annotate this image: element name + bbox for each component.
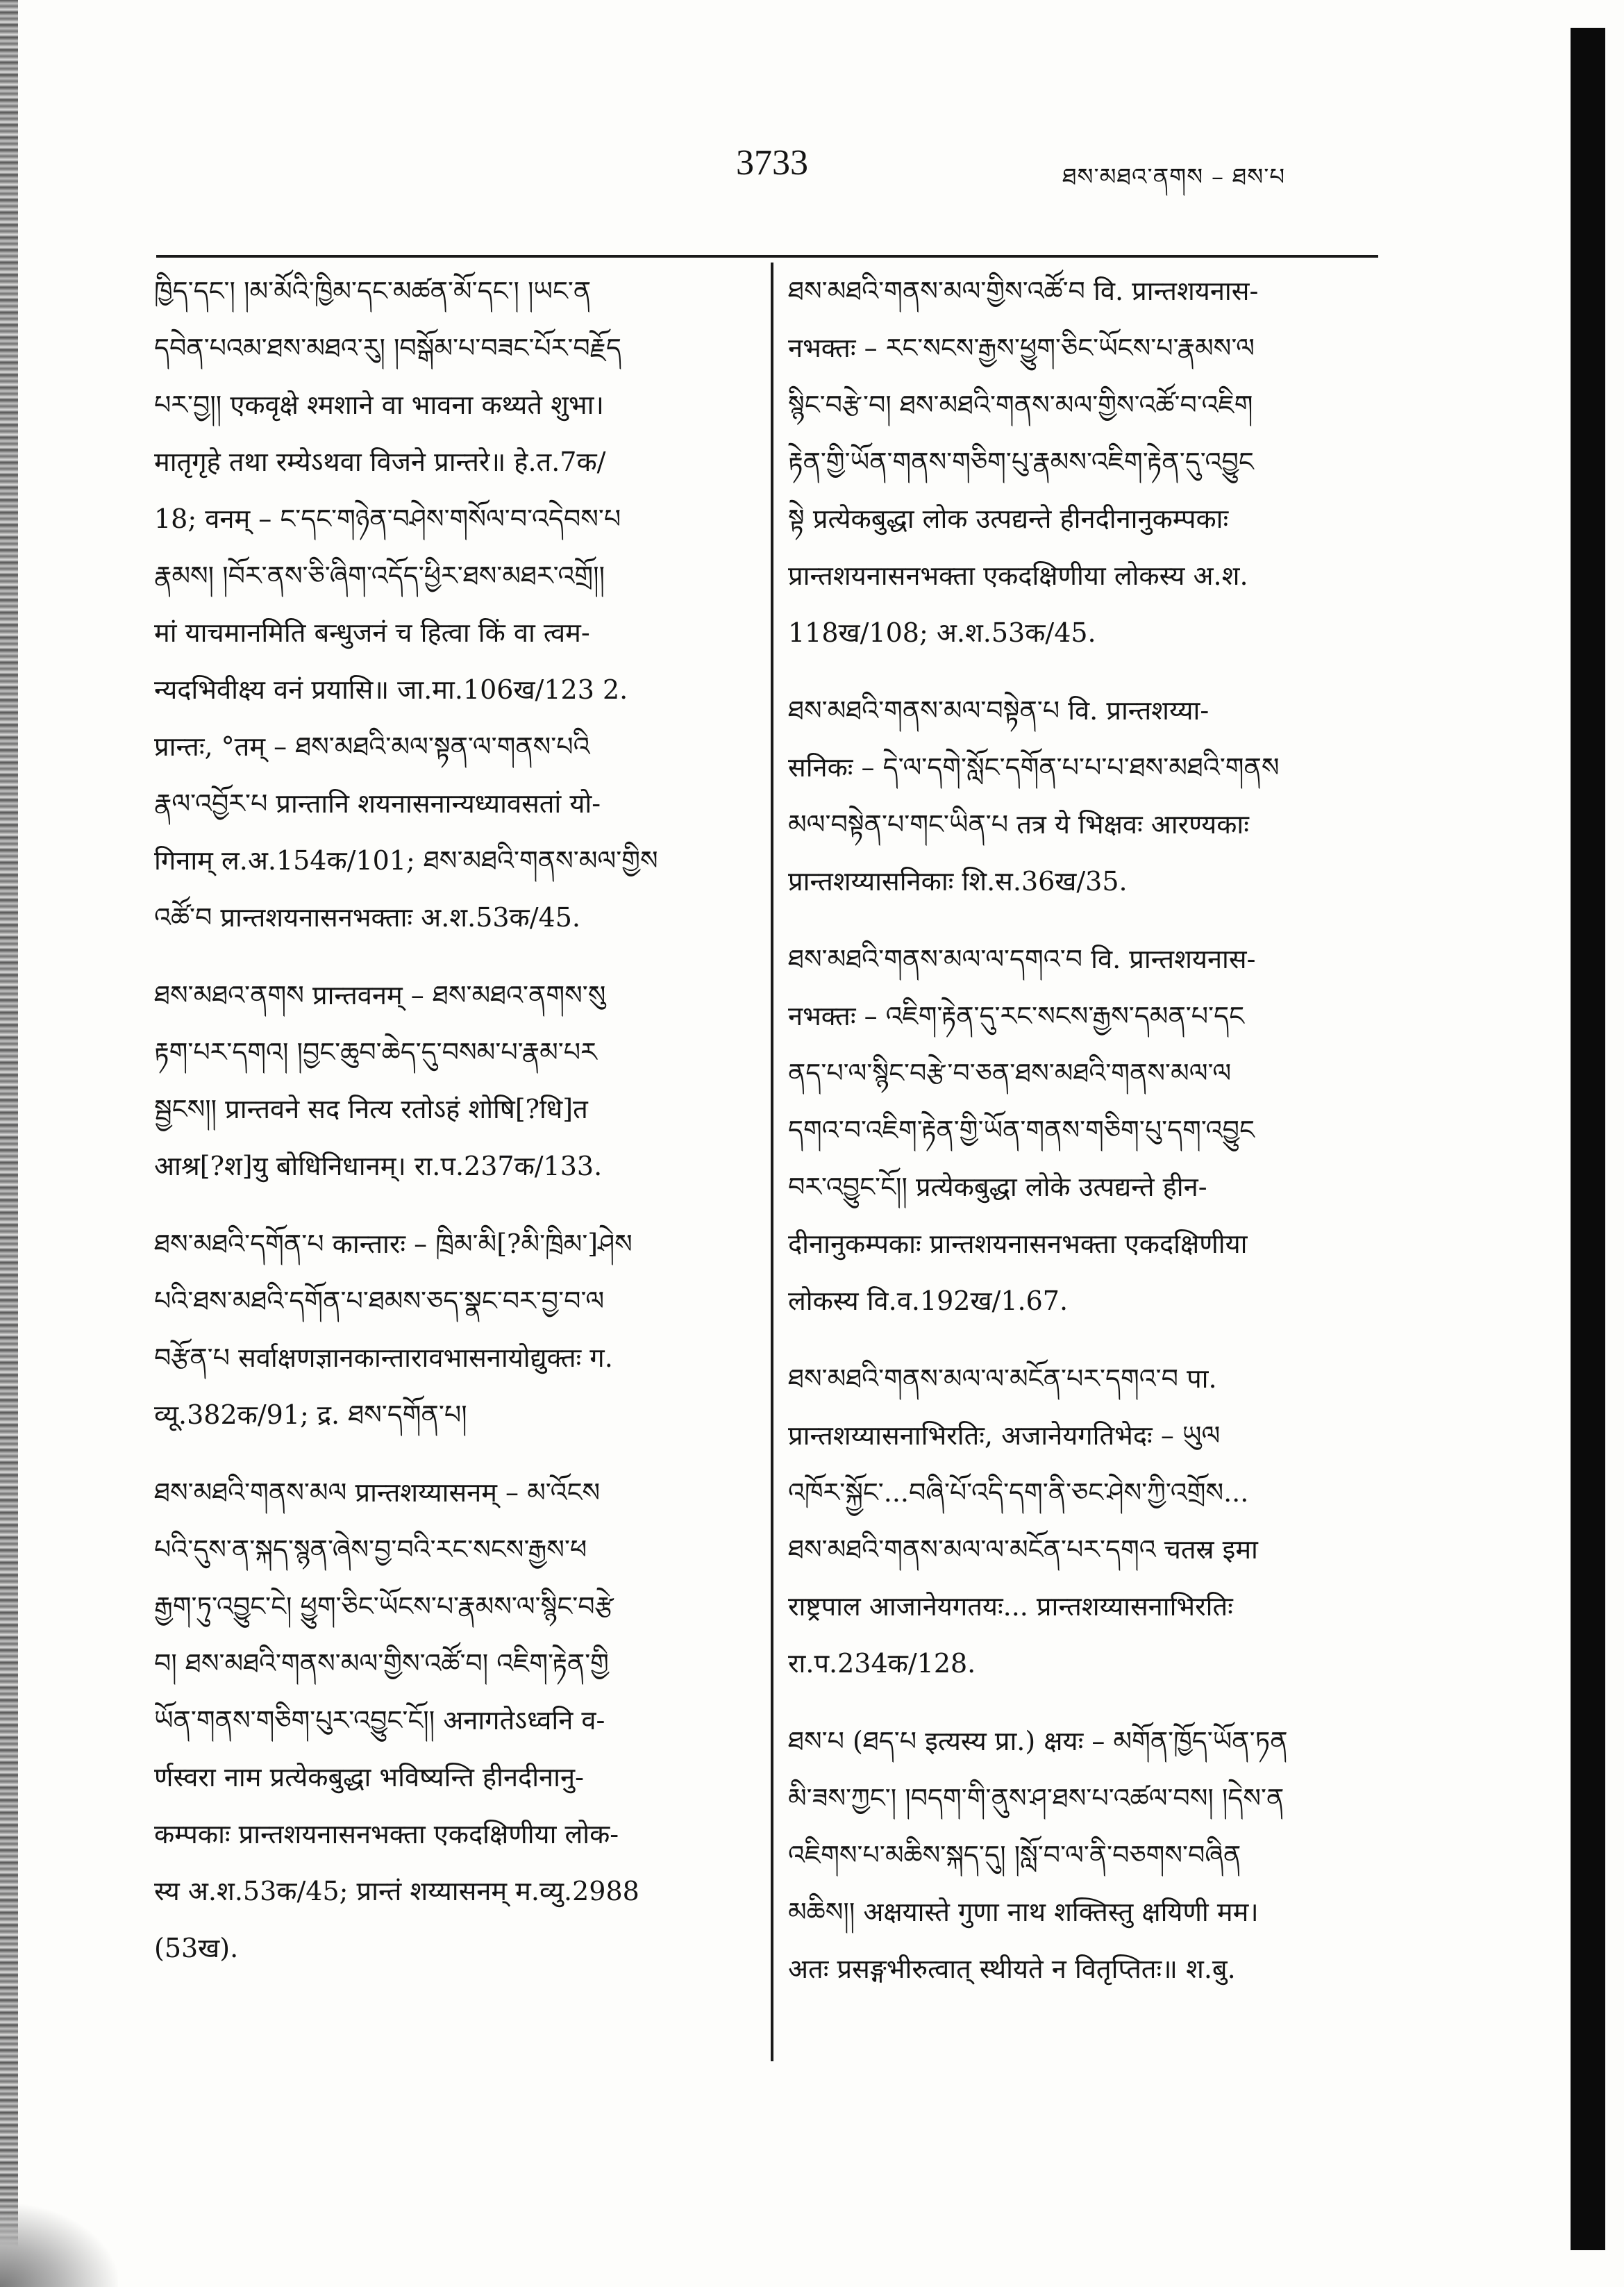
text-line: རྣམས། །བོར་ནས་ཅི་ཞིག་འདོད་ཕྱིར་ཐས་མཐར་འགྲོ།། (154, 560, 605, 591)
text-line: རྒྱག་ཏུ་འབྱུང་ངེ། ཕྱུག་ཅིང་ཡོངས་པ་རྣམས་ལ་སྙིང་བརྩེ (154, 1591, 614, 1622)
text-line: འཚོ་བ प्रान्तशयनासनभक्ताः अ.श.53क/45. (154, 902, 580, 933)
text-line: मां याचमानमिति बन्धुजनं च हित्वा किं वा त्वम- (154, 617, 590, 648)
text-line: ཐས་མཐའི་གནས་མལ་གྱིས་འཚོ་བ वि. प्रान्तशयनास- (788, 276, 1259, 306)
text-line: རྟེན་གྱི་ཡོན་གནས་གཅིག་པུ་རྣམས་འཇིག་རྟེན་དུ་འབྱུང (788, 447, 1254, 477)
text-line: པའི་ཐས་མཐའི་དགོན་པ་ཐམས་ཅད་སྣང་བར་བྱ་བ་ལ (154, 1286, 605, 1316)
text-line: सनिकः – དེ་ལ་དགེ་སློང་དགོན་པ་པ་པ་ཐས་མཐའི་གནས (788, 752, 1280, 783)
text-line: 18; वनम् – ང་དང་གཉེན་བཤེས་གསོལ་བ་འདེབས་པ (154, 504, 621, 534)
scan-edge-left (0, 0, 18, 2287)
text-line: ཐས་མཐའི་གནས་མལ་ལ་དགའ་བ वि. प्रान्तशयनास- (788, 944, 1256, 974)
text-line: ཐས་མཐའི་གནས་མལ་ལ་མངོན་པར་དགའ चतस्र इमा (788, 1534, 1258, 1565)
right-column (788, 263, 1389, 1997)
entry-dgon (154, 1215, 734, 1443)
text-line: མཆིས།། अक्षयास्ते गुणा नाथ शक्तिस्तु क्षयिणी मम। (788, 1897, 1259, 1927)
entry-bsten (788, 682, 1389, 910)
text-line: न्यदभिवीक्ष्य वनं प्रयासि॥ जा.मा.106ख/123 2. (154, 674, 628, 705)
entry-continuation (154, 263, 734, 946)
text-line: रा.प.234क/128. (788, 1648, 976, 1679)
text-line: लोकस्य वि.व.192ख/1.67. (788, 1286, 1069, 1316)
entry-thas (788, 1713, 1389, 1997)
text-line: राष्ट्रपाल आजानेयगतयः... प्रान्तशय्यासनाभिरतिः (788, 1591, 1233, 1622)
text-line: ཡོན་གནས་གཅིག་པུར་འབྱུང་ངོ།། अनागतेऽध्वनि व- (154, 1705, 605, 1736)
text-line: རྣལ་འབྱོར་པ प्रान्तानि शयनासनान्यध्यावसतां यो- (154, 788, 601, 819)
text-line: स्य अ.श.53क/45; प्रान्तं शय्यासनम् म.व्यु.2988 (154, 1876, 639, 1906)
text-line: कम्पकाः प्रान्तशयनासनभक्ता एकदक्षिणीया लोक- (154, 1819, 619, 1849)
text-line: ཐས་པ (ཐད་པ इत्यस्य प्रा.) क्षयः – མགོན་ཁྱོད་ཡོན་ཏན (788, 1726, 1288, 1756)
text-line: प्रान्तशयनासनभक्ता एकदक्षिणीया लोकस्य अ.श. (788, 560, 1248, 591)
page-number: 3733 (736, 143, 808, 183)
text-line: བར་འབྱུང་ངོ།། प्रत्येकबुद्धा लोके उत्पद्यन्ते हीन- (788, 1172, 1207, 1202)
running-head: ཐས་མཐའ་ནགས – ཐས་པ (1062, 163, 1286, 191)
text-line: प्रान्तशय्यासनाभिरतिः, अजानेयगतिभेदः – ཡུལ (788, 1420, 1221, 1451)
text-line: नभक्तः – རང་སངས་རྒྱས་ཕྱུག་ཅིང་ཡོངས་པ་རྣམས་ལ (788, 333, 1255, 363)
text-line: गिनाम् ल.अ.154क/101; ཐས་མཐའི་གནས་མལ་གྱིས (154, 845, 658, 876)
text-line: ནད་པ་ལ་སྙིང་བརྩེ་བ་ཅན་ཐས་མཐའི་གནས་མལ་ལ (788, 1058, 1232, 1088)
text-line: (53ख). (154, 1933, 239, 1963)
entry-mal (154, 1464, 734, 1977)
text-line: मातृगृहे तथा रम्येऽथवा विजने प्रान्तरे॥ हे.त.7क/ (154, 447, 606, 477)
text-line: र्णस्वरा नाम प्रत्येकबुद्धा भविष्यन्ति हीनदीनानु- (154, 1762, 584, 1793)
text-line: པར་བྱ།། एकवृक्षे श्मशाने वा भावना कथ्यते शुभा। (154, 390, 604, 420)
left-column (154, 263, 734, 1977)
text-line: རྟག་པར་དགའ། །བྱང་ཆུབ་ཆེད་དུ་བསམ་པ་རྣམ་པར (154, 1037, 597, 1067)
text-line: པའི་དུས་ན་སྐད་སྙན་ཞེས་བྱ་བའི་རང་སངས་རྒྱས་ཕ (154, 1534, 587, 1565)
entry-mngon (788, 1350, 1389, 1692)
text-line: དབེན་པའམ་ཐས་མཐའ་རུ། །བསྒོམ་པ་བཟང་པོར་བརྗོད (154, 333, 621, 363)
text-line: སྦྱངས།། प्रान्तवने सद नित्य रतोऽहं शोषि[?धि]त (154, 1094, 588, 1124)
text-line: ཐས་མཐའི་གནས་མལ་ལ་མངོན་པར་དགའ་བ पा. (788, 1363, 1217, 1394)
text-line: नभक्तः – འཇིག་རྟེན་དུ་རང་སངས་རྒྱས་དམན་པ་དང (788, 1001, 1245, 1031)
text-line: དགའ་བ་འཇིག་རྟེན་གྱི་ཡོན་གནས་གཅིག་པུ་དག་འབྱུང (788, 1115, 1255, 1145)
text-line: ཐས་མཐའ་ནགས प्रान्तवनम् – ཐས་མཐའ་ནགས་སུ (154, 980, 606, 1011)
text-line: ཁྱིད་དང་། །མ་མོའི་ཁྱིམ་དང་མཚན་མོ་དང་། །ཡང་ན (154, 276, 592, 306)
scan-corner-noise (0, 2204, 118, 2287)
entry-naga (154, 967, 734, 1195)
text-line: व्यू.382क/91; द्र. ཐས་དགོན་པ། (154, 1399, 467, 1430)
text-line: བ། ཐས་མཐའི་གནས་མལ་གྱིས་འཚོ་བ། འཇིག་རྟེན་གྱི (154, 1648, 609, 1679)
header-rule (156, 255, 1378, 258)
entry-dgav (788, 931, 1389, 1329)
scan-edge-right-bar (1571, 28, 1605, 2250)
text-line: प्रान्तः, °तम् – ཐས་མཐའི་མལ་སྟན་ལ་གནས་པའི (154, 731, 590, 762)
text-line: दीनानुकम्पकाः प्रान्तशयनासनभक्ता एकदक्षिणीया (788, 1229, 1248, 1259)
text-line: आश्र[?श]यु बोधिनिधानम्। रा.प.237क/133. (154, 1151, 603, 1181)
text-line: སྙིང་བརྩེ་བ། ཐས་མཐའི་གནས་མལ་གྱིས་འཚོ་བ་འཇིག (788, 390, 1253, 420)
text-line: प्रान्तशय्यासनिकाः शि.स.36ख/35. (788, 866, 1128, 897)
text-line: ཐས་མཐའི་དགོན་པ कान्तारः – ཁྲིམ་མི[?མི་ཁྲིམ་]ཤེས (154, 1229, 633, 1259)
text-line: འཁོར་སྐྱོང་...བཞི་པོ་འདི་དག་ནི་ཅང་ཤེས་ཀྱི་འགྲོས... (788, 1477, 1249, 1508)
column-divider (771, 263, 773, 2061)
text-line: མི་ཟས་ཀྱང་། །བདག་གི་ནུས་ཤ་ཐས་པ་འཚལ་བས། །དེས་ན (788, 1783, 1284, 1813)
text-line: 118ख/108; अ.श.53क/45. (788, 617, 1096, 648)
text-line: अतः प्रसङ्गभीरुत्वात् स्थीयते न वितृप्तितः॥ श.बु. (788, 1954, 1236, 1984)
text-line: མལ་བསྟེན་པ་གང་ཡིན་པ तत्र ये भिक्षवः आरण्यकाः (788, 809, 1249, 840)
entry-tsho (788, 263, 1389, 661)
text-line: འཇིགས་པ་མཆིས་སྐད་དུ། །སློ་བ་ལ་ནི་བཅགས་བཞིན (788, 1840, 1241, 1870)
text-line: ཐས་མཐའི་གནས་མལ प्रान्तशय्यासनम् – མ་འོངས (154, 1477, 601, 1508)
text-line: བརྩོན་པ सर्वाक्षणज्ञानकान्तारावभासनायोद्युक्तः ग. (154, 1342, 613, 1373)
text-line: ཐས་མཐའི་གནས་མལ་བསྟེན་པ वि. प्रान्तशय्या- (788, 695, 1209, 726)
text-line: སྟེ प्रत्येकबुद्धा लोक उत्पद्यन्ते हीनदीनानुकम्पकाः (788, 504, 1229, 534)
